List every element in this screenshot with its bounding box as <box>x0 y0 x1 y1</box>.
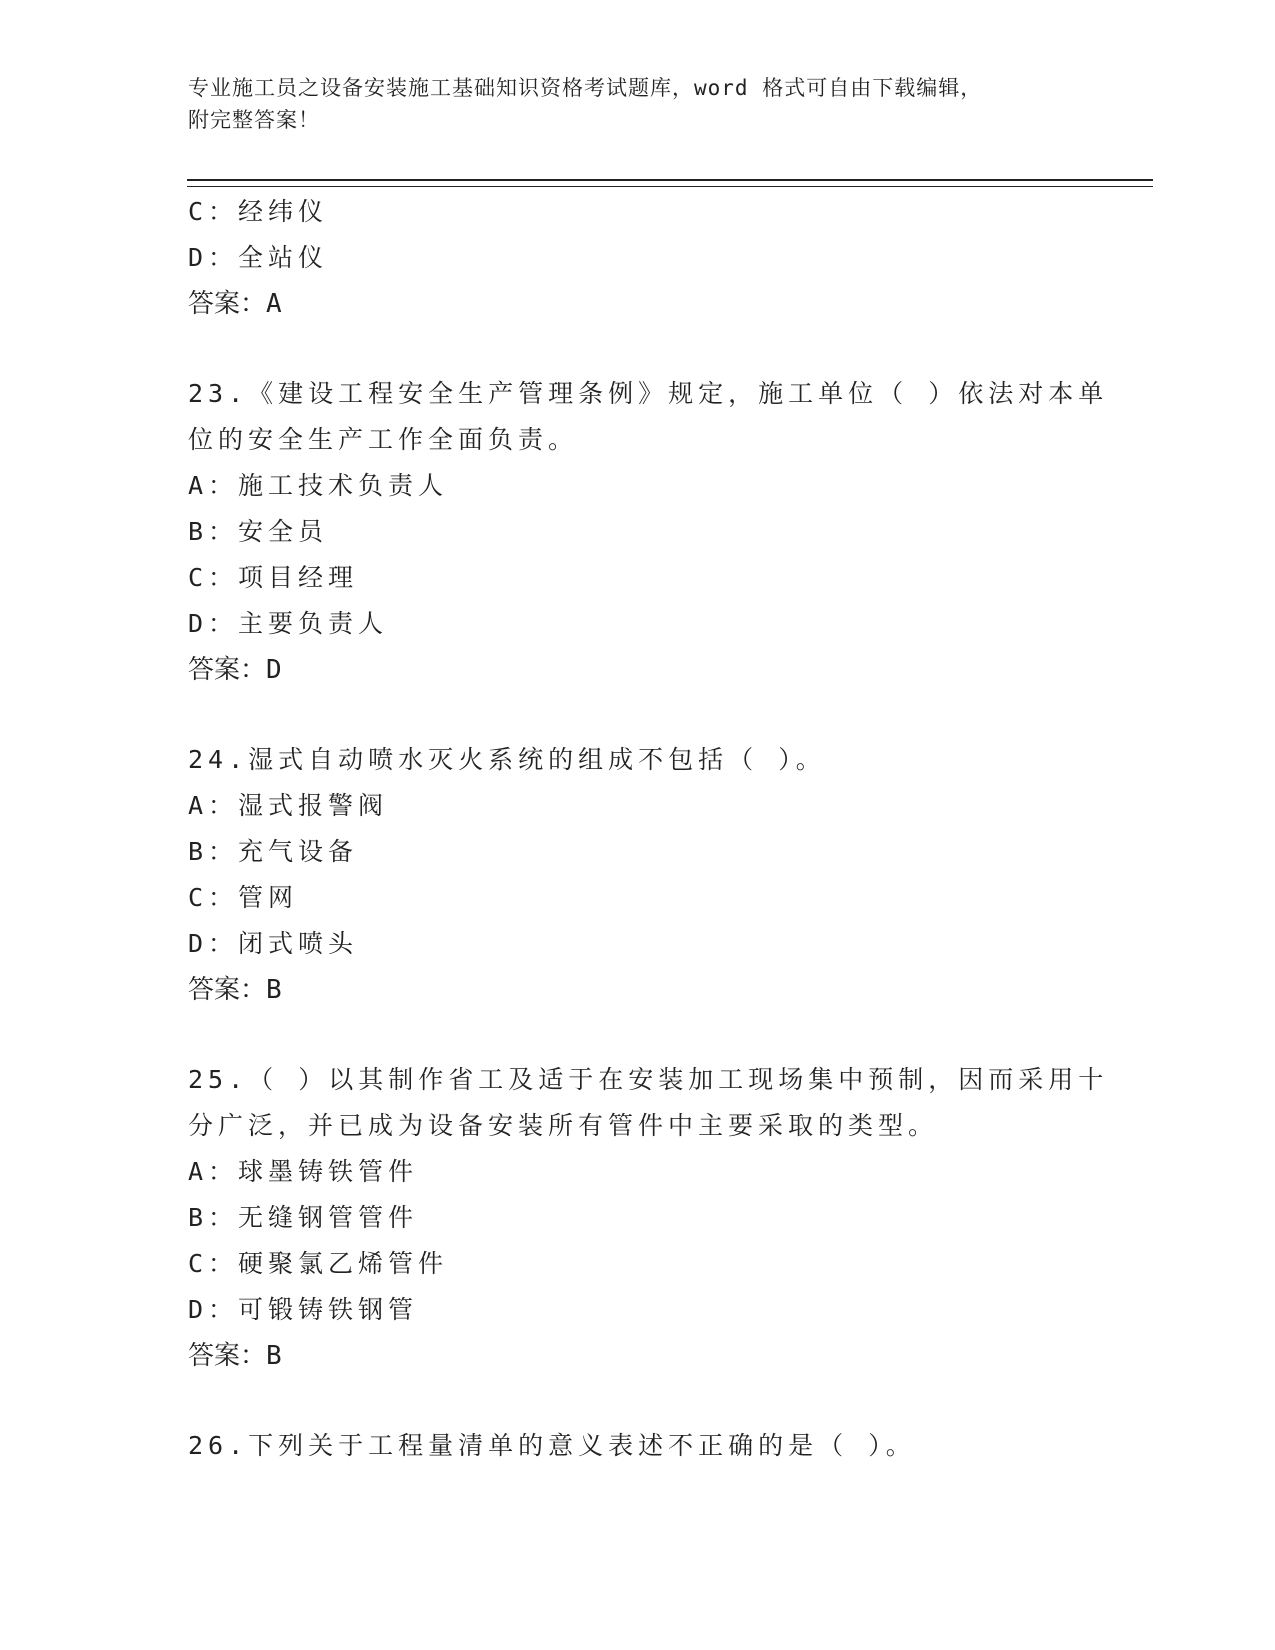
answer-value: B <box>266 1341 282 1371</box>
question-24 <box>188 737 1088 1013</box>
option-b: B：安全员 <box>188 517 329 546</box>
option-b: B：无缝钢管管件 <box>188 1203 419 1232</box>
question-stem: 26.下列关于工程量清单的意义表述不正确的是（ ）。 <box>188 1431 916 1460</box>
question-25 <box>188 1057 1109 1379</box>
question-stem: 位的安全生产工作全面负责。 <box>188 425 579 454</box>
option-c: C：管网 <box>188 883 299 912</box>
header-line-1: 专业施工员之设备安装施工基础知识资格考试题库，word 格式可自由下载编辑， <box>188 76 983 100</box>
question-23 <box>188 371 1109 693</box>
option-c: C：经纬仪 <box>188 197 329 226</box>
option-a: A：球墨铸铁管件 <box>188 1157 419 1186</box>
answer-label: 答案： <box>188 1341 267 1371</box>
question-stem: 23.《建设工程安全生产管理条例》规定，施工单位（ ）依法对本单 <box>188 379 1109 408</box>
question-list <box>188 189 1109 1469</box>
option-c: C：项目经理 <box>188 563 359 592</box>
previous-question-tail <box>188 189 1088 327</box>
option-d: D：全站仪 <box>188 243 329 272</box>
answer-label: 答案： <box>188 289 267 319</box>
option-d: D：可锻铸铁钢管 <box>188 1295 419 1324</box>
answer-value: A <box>266 289 282 319</box>
option-c: C：硬聚氯乙烯管件 <box>188 1249 449 1278</box>
option-a: A：施工技术负责人 <box>188 471 449 500</box>
option-d: D：闭式喷头 <box>188 929 359 958</box>
answer-label: 答案： <box>188 655 267 685</box>
header-line-2: 附完整答案！ <box>188 108 320 132</box>
question-stem: 分广泛，并已成为设备安装所有管件中主要采取的类型。 <box>188 1111 939 1140</box>
answer-label: 答案： <box>188 975 267 1005</box>
question-stem: 24.湿式自动喷水灭火系统的组成不包括（ ）。 <box>188 745 826 774</box>
question-stem: 25.（ ）以其制作省工及适于在安装加工现场集中预制，因而采用十 <box>188 1065 1109 1094</box>
question-26 <box>188 1423 1088 1469</box>
option-a: A：湿式报警阀 <box>188 791 389 820</box>
header-divider <box>187 179 1153 187</box>
answer-value: B <box>266 975 282 1005</box>
answer-line <box>188 1333 1088 1379</box>
option-d: D：主要负责人 <box>188 609 389 638</box>
answer-value: D <box>266 655 282 685</box>
answer-line <box>188 281 1088 327</box>
answer-line <box>188 647 1088 693</box>
page-header <box>188 72 1068 136</box>
option-b: B：充气设备 <box>188 837 359 866</box>
answer-line <box>188 967 1088 1013</box>
